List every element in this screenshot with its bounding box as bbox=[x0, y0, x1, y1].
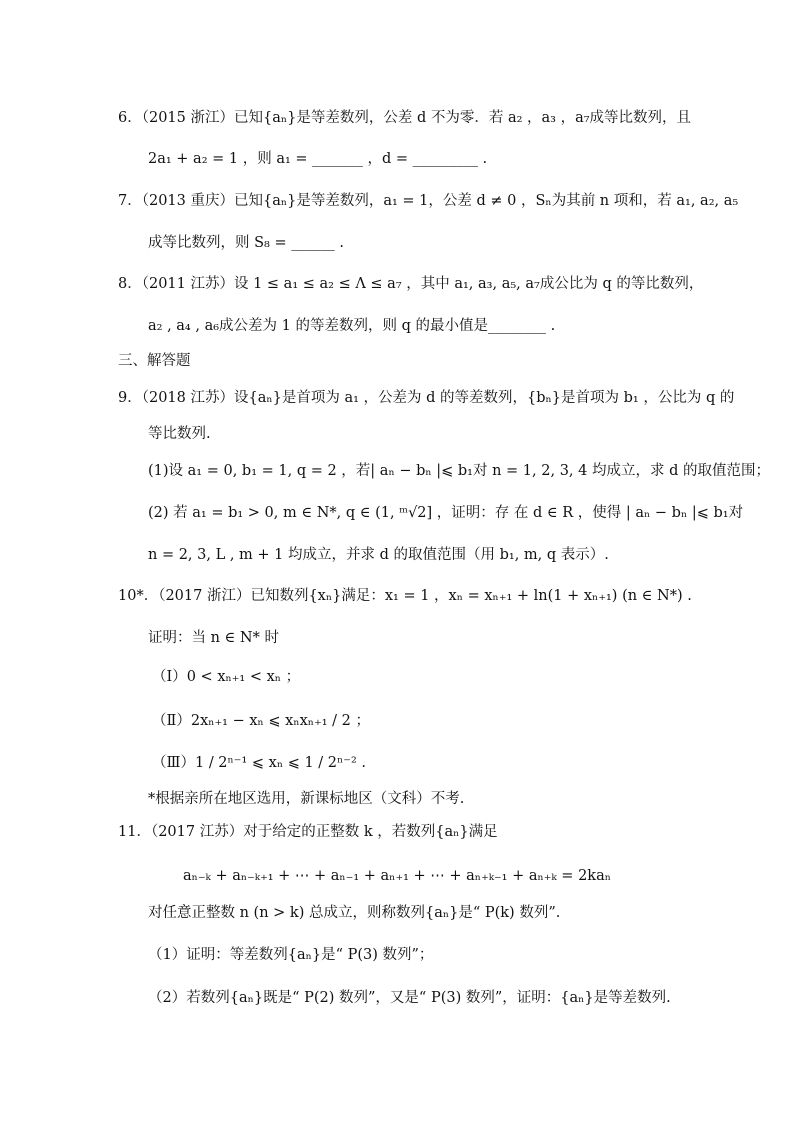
q7-line2: 成等比数列，则 S₈ = ______ . bbox=[148, 235, 344, 251]
q10-note: *根据亲所在地区选用，新课标地区（文科）不考. bbox=[148, 791, 465, 807]
q10-item-i: （Ⅰ）0 < xₙ₊₁ < xₙ ； bbox=[152, 669, 301, 685]
q10-item-ii: （Ⅱ）2xₙ₊₁ − xₙ ⩽ xₙxₙ₊₁ / 2 ； bbox=[152, 713, 370, 729]
q9-part2b: n = 2, 3, L , m + 1 均成立，并求 d 的取值范围（用 b₁, m, q 表示）. bbox=[148, 547, 609, 563]
q9-part1: (1)设 a₁ = 0, b₁ = 1, q = 2 ，若| aₙ − bₙ |⩽ b₁对 n = 1, 2, 3, 4 均成立，求 d 的取值范围； bbox=[148, 463, 770, 479]
q7-line1: 7．（2013 重庆）已知{aₙ}是等差数列，a₁ = 1，公差 d ≠ 0 ，Sₙ为其前 n 项和，若 a₁, a₂, a₅ bbox=[118, 193, 739, 209]
q8-line1: 8．（2011 江苏）设 1 ≤ a₁ ≤ a₂ ≤ Λ ≤ a₇ ，其中 a₁, a₃, a₅, a₇成公比为 q 的等比数列， bbox=[118, 276, 704, 292]
q9-line2: 等比数列. bbox=[148, 426, 211, 442]
q11-line2: 对任意正整数 n (n > k) 总成立，则称数列{aₙ}是“ P(k) 数列”. bbox=[148, 905, 561, 921]
q11-part2: （2）若数列{aₙ}既是“ P(2) 数列”，又是“ P(3) 数列”，证明：{aₙ}是等差数列. bbox=[148, 990, 671, 1006]
q9-line1: 9．（2018 江苏）设{aₙ}是首项为 a₁ ，公差为 d 的等差数列，{bₙ}是首项为 b₁ ，公比为 q 的 bbox=[118, 390, 735, 406]
q6-line2: 2a₁ + a₂ = 1 ，则 a₁ = _______ ，d = _________ . bbox=[148, 151, 488, 167]
q8-line2: a₂ , a₄ , a₆成公差为 1 的等差数列，则 q 的最小值是________ . bbox=[148, 318, 556, 334]
q11-equation: aₙ₋ₖ + aₙ₋ₖ₊₁ + ⋯ + aₙ₋₁ + aₙ₊₁ + ⋯ + aₙ₊ₖ₋₁ + aₙ₊ₖ = 2kaₙ bbox=[182, 868, 611, 884]
section-heading: 三、解答题 bbox=[118, 353, 191, 369]
q10-line1: 10*．（2017 浙江）已知数列{xₙ}满足：x₁ = 1 ，xₙ = xₙ₊₁ + ln(1 + xₙ₊₁) (n ∈ N*) . bbox=[118, 588, 692, 604]
q11-line1: 11．（2017 江苏）对于给定的正整数 k ，若数列{aₙ}满足 bbox=[118, 824, 498, 840]
q10-intro: 证明：当 n ∈ N* 时 bbox=[148, 630, 279, 646]
q9-part2a: (2) 若 a₁ = b₁ > 0, m ∈ N*, q ∈ (1, ᵐ√2] ，证明：存 在 d ∈ R ，使得 | aₙ − bₙ |⩽ b₁对 bbox=[148, 505, 744, 521]
q10-item-iii: （Ⅲ）1 / 2ⁿ⁻¹ ⩽ xₙ ⩽ 1 / 2ⁿ⁻² . bbox=[152, 755, 366, 771]
q6-line1: 6．（2015 浙江）已知{aₙ}是等差数列，公差 d 不为零．若 a₂ ，a₃ ，a₇成等比数列，且 bbox=[118, 110, 692, 126]
q11-part1: （1）证明：等差数列{aₙ}是“ P(3) 数列”； bbox=[148, 947, 434, 963]
